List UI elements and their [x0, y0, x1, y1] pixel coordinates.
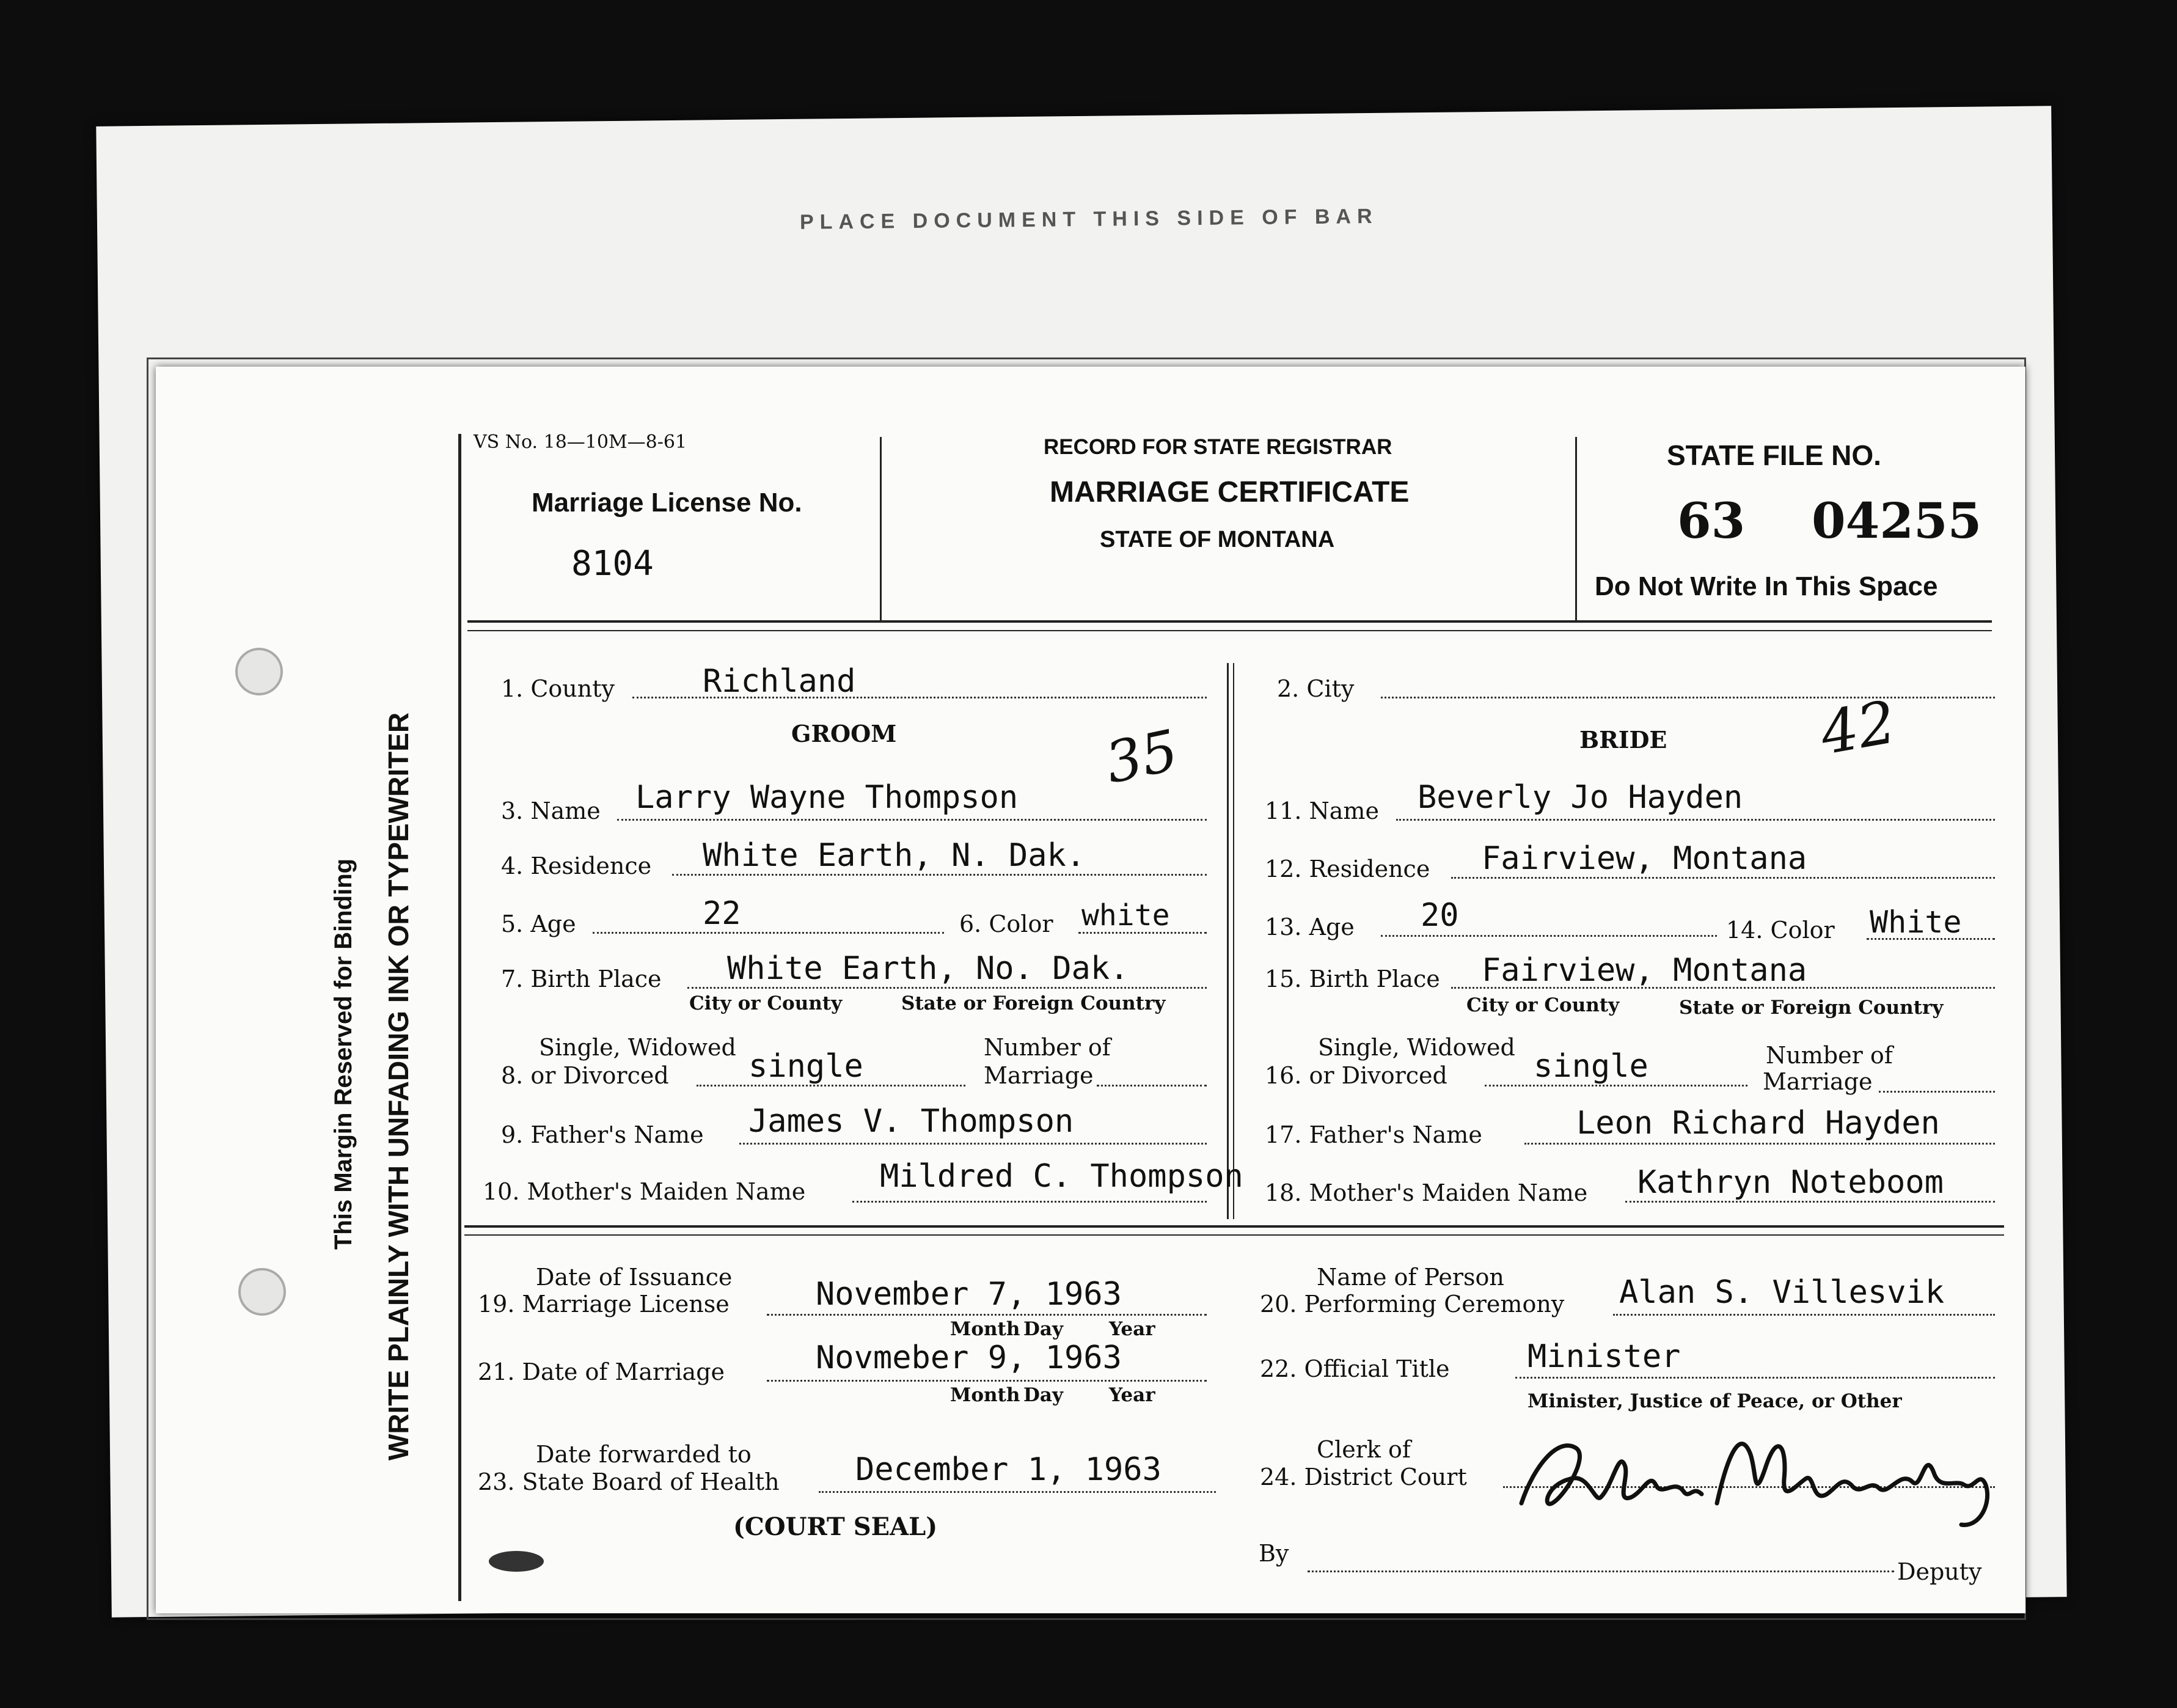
header-rule — [467, 620, 1992, 623]
groom-birthplace-city-caption: City or County — [689, 992, 843, 1014]
groom-number-of-marriage-line — [1097, 1085, 1207, 1087]
groom-birthplace-label: 7. Birth Place — [501, 966, 662, 992]
issuance-month-caption: Month — [950, 1318, 1020, 1340]
officiant-label-1: Name of Person — [1317, 1264, 1504, 1291]
bride-residence-label: 12. Residence — [1265, 856, 1430, 882]
groom-residence-line — [672, 874, 1207, 876]
deputy-line — [1308, 1571, 1894, 1572]
bride-color-label: 14. Color — [1726, 917, 1835, 944]
official-title-label: 22. Official Title — [1260, 1355, 1450, 1382]
groom-birthplace-line — [687, 987, 1207, 989]
issuance-label-2: 19. Marriage License — [478, 1291, 730, 1318]
groom-status: single — [748, 1048, 863, 1085]
bride-father: Leon Richard Hayden — [1576, 1105, 1940, 1142]
marriage-date: Novmeber 9, 1963 — [816, 1340, 1122, 1376]
issuance-year-caption: Year — [1109, 1318, 1155, 1340]
groom-color-label: 6. Color — [959, 911, 1053, 937]
marriage-date-line — [767, 1380, 1207, 1382]
bride-name-line — [1396, 819, 1995, 821]
groom-mother: Mildred C. Thompson — [880, 1158, 1243, 1195]
bride-handwritten-note: 42 — [1815, 687, 1901, 768]
groom-name: Larry Wayne Thompson — [635, 779, 1019, 816]
city-label: 2. City — [1277, 675, 1355, 702]
bride-name: Beverly Jo Hayden — [1418, 779, 1743, 816]
groom-bride-divider — [1227, 663, 1229, 1219]
forwarded-date: December 1, 1963 — [855, 1451, 1162, 1488]
bride-status-label-1: Single, Widowed — [1318, 1034, 1515, 1061]
marriage-year-caption: Year — [1109, 1384, 1155, 1406]
lower-rule-2 — [464, 1234, 2004, 1236]
groom-status-line — [697, 1085, 965, 1087]
marriage-month-caption: Month — [950, 1384, 1020, 1406]
groom-father-line — [739, 1143, 1207, 1145]
bride-name-label: 11. Name — [1265, 797, 1379, 824]
official-title-line — [1515, 1377, 1995, 1379]
bride-father-label: 17. Father's Name — [1265, 1121, 1482, 1148]
officiant-name: Alan S. Villesvik — [1619, 1274, 1945, 1311]
bride-residence-line — [1451, 877, 1995, 879]
bride-section-label: BRIDE — [1579, 726, 1667, 753]
margin-binding-note: This Margin Reserved for Binding — [330, 858, 357, 1250]
deputy-label: Deputy — [1897, 1558, 1982, 1585]
certificate-title: MARRIAGE CERTIFICATE — [1050, 476, 1410, 508]
bride-status: single — [1534, 1048, 1648, 1085]
issuance-label-1: Date of Issuance — [536, 1264, 733, 1291]
official-title-caption: Minister, Justice of Peace, or Other — [1528, 1390, 1902, 1412]
groom-age: 22 — [703, 895, 741, 932]
groom-bride-divider-2 — [1233, 663, 1234, 1219]
do-not-write-note: Do Not Write In This Space — [1595, 571, 1938, 601]
bride-status-label-2: 16. or Divorced — [1265, 1062, 1447, 1089]
bride-mother: Kathryn Noteboom — [1637, 1164, 1944, 1201]
bride-father-line — [1524, 1143, 1995, 1145]
margin-instruction: WRITE PLAINLY WITH UNFADING INK OR TYPEWRITER — [382, 712, 414, 1461]
bride-birthplace-city-caption: City or County — [1466, 994, 1620, 1016]
groom-age-label: 5. Age — [501, 911, 576, 937]
groom-status-label-1: Single, Widowed — [539, 1034, 736, 1061]
groom-name-label: 3. Name — [501, 797, 601, 824]
bride-age-line — [1381, 935, 1717, 937]
forwarded-line — [819, 1491, 1216, 1493]
state-of-montana: STATE OF MONTANA — [1100, 527, 1335, 552]
bride-birthplace-state-caption: State or Foreign Country — [1679, 997, 1944, 1019]
bride-marriage-label: Marriage — [1763, 1068, 1873, 1095]
lower-rule — [464, 1225, 2004, 1228]
groom-birthplace-state-caption: State or Foreign Country — [901, 992, 1166, 1014]
groom-marriage-label: Marriage — [984, 1062, 1094, 1089]
clerk-label-1: Clerk of — [1317, 1436, 1411, 1463]
groom-residence: White Earth, N. Dak. — [703, 837, 1086, 874]
groom-father: James V. Thompson — [748, 1103, 1074, 1140]
groom-number-of-label: Number of — [984, 1034, 1111, 1061]
officiant-line — [1613, 1314, 1995, 1316]
back-sheet-caption: PLACE DOCUMENT THIS SIDE OF BAR — [799, 204, 1378, 234]
groom-name-line — [617, 819, 1207, 821]
union-bug-mark — [489, 1551, 544, 1572]
county-value: Richland — [703, 663, 856, 700]
city-line — [1381, 697, 1995, 698]
binding-rule — [458, 434, 461, 1601]
forwarded-label-1: Date forwarded to — [536, 1441, 752, 1468]
groom-age-line — [593, 932, 944, 934]
bride-status-line — [1485, 1085, 1747, 1087]
officiant-label-2: 20. Performing Ceremony — [1260, 1291, 1565, 1318]
clerk-signature — [1509, 1412, 2010, 1534]
record-for-state-registrar: RECORD FOR STATE REGISTRAR — [1044, 435, 1392, 459]
groom-handwritten-note: 35 — [1100, 717, 1184, 797]
marriage-date-label: 21. Date of Marriage — [478, 1358, 725, 1385]
groom-status-label-2: 8. or Divorced — [501, 1062, 669, 1089]
bride-mother-line — [1625, 1201, 1995, 1203]
court-seal-label: (COURT SEAL) — [733, 1512, 938, 1541]
bride-number-of-label: Number of — [1766, 1042, 1893, 1069]
bride-number-of-marriage-line — [1879, 1091, 1995, 1093]
county-label: 1. County — [501, 675, 615, 702]
bride-age-label: 13. Age — [1265, 914, 1355, 940]
bride-color: White — [1870, 904, 1962, 940]
binding-hole-top — [235, 648, 283, 695]
bride-residence: Fairview, Montana — [1482, 840, 1807, 877]
groom-section-label: GROOM — [791, 720, 897, 747]
groom-birthplace: White Earth, No. Dak. — [727, 950, 1129, 987]
binding-hole-bottom — [238, 1268, 286, 1316]
marriage-day-caption: Day — [1023, 1384, 1063, 1406]
forwarded-label-2: 23. State Board of Health — [478, 1468, 780, 1495]
issuance-day-caption: Day — [1023, 1318, 1063, 1340]
license-number-label: Marriage License No. — [532, 488, 802, 518]
header-rule-2 — [467, 630, 1992, 631]
groom-color: white — [1081, 898, 1170, 933]
bride-birthplace: Fairview, Montana — [1482, 952, 1807, 989]
state-file-prefix: 63 — [1677, 492, 1746, 549]
state-file-label: STATE FILE NO. — [1667, 439, 1881, 471]
groom-mother-label: 10. Mother's Maiden Name — [483, 1178, 806, 1205]
bride-mother-label: 18. Mother's Maiden Name — [1265, 1179, 1588, 1206]
header-divider-right — [1575, 437, 1577, 620]
official-title: Minister — [1528, 1338, 1681, 1375]
issuance-date: November 7, 1963 — [816, 1276, 1122, 1313]
bride-age: 20 — [1421, 897, 1459, 934]
form-number: VS No. 18—10M—8-61 — [474, 431, 687, 453]
groom-residence-label: 4. Residence — [501, 852, 652, 879]
groom-mother-line — [852, 1201, 1207, 1203]
header-divider-left — [880, 437, 882, 620]
state-file-number: 04255 — [1812, 492, 1982, 549]
bride-birthplace-label: 15. Birth Place — [1265, 966, 1440, 992]
groom-father-label: 9. Father's Name — [501, 1121, 704, 1148]
by-label: By — [1259, 1540, 1289, 1567]
issuance-line — [767, 1314, 1207, 1316]
license-number: 8104 — [571, 544, 654, 584]
clerk-label-2: 24. District Court — [1260, 1464, 1467, 1490]
